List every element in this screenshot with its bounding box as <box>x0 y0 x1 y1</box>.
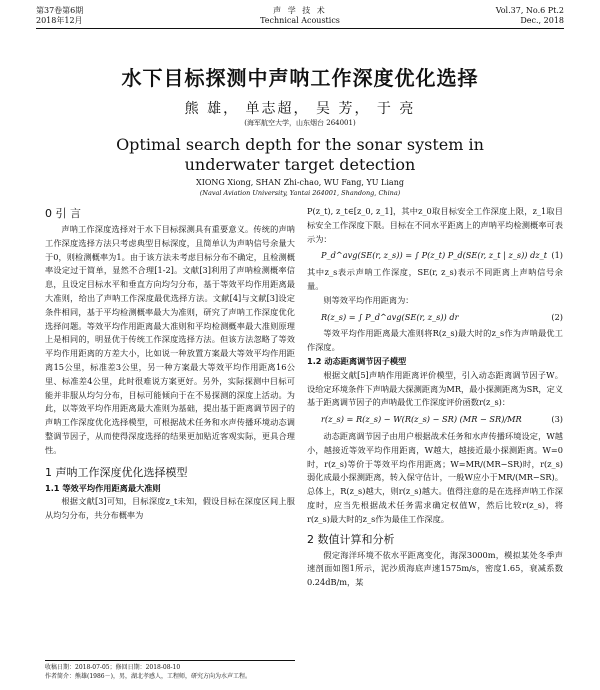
paragraph-numerical: 假定海洋环境不依水平距离变化，海深3000m，模拟某处冬季声速剖面如图1所示，泥沙质海底声速1575m/s，密度1.65，衰减系数0.24dB/m，某 <box>307 549 563 588</box>
journal-volume: 第37卷第6期 2018年12月 <box>36 6 84 25</box>
paragraph-range-intro: 则等效平均作用距离为： <box>323 294 414 305</box>
running-header <box>36 6 564 28</box>
header-rule <box>36 28 564 29</box>
affiliation-chinese: (海军航空大学，山东烟台 264001) <box>244 119 356 127</box>
authors-english: XIONG Xiong, SHAN Zhi-chao, WU Fang, YU Liang <box>196 178 404 187</box>
paragraph-adjust-discussion: 动态距离调节因子由用户根据战术任务和水声传播环境设定，W越小，越接近等效平均作用距离，W越大，越接近最小探测距离。W=0时，r(z_s)等价于等效平均作用距离；W=MR/(MR−SR)时，r(z_s)弱化成最小探测距离，转入保守估计，一般W应小于MR/(MR−SR)。总体上，R(z_s)越大，则r(z_s)越大。值得注意的是在选择声呐工作深度时，应当先根据战术任务需求确定权值W，然后比较r(z_s)，将r(z_s)最大时的z_s作为最佳工作深度。 <box>307 430 563 524</box>
introduction-paragraph: 声呐工作深度选择对于水下目标探测具有重要意义。传统的声呐工作深度选择方法只考虑典型目标深度，且简单认为声呐信号余量大于0，则检测概率为1。由于该方法未考虑目标分布不确定，且检测概率设定过于简单，显然不合理[1-2]。文献[3]利用了声呐检测概率信息，且设定目标水平和垂直方向均匀分布，基于等效平均作用距离最大准则，给出了声呐工作深度最优选择方法。文献[4]与文献[3]设定条件相同，基于平均检测概率最大为准则，研究了声呐工作深度优化选择问题。等效平均作用距离最大准则和平均检测概率最大准则原理上是相同的，明显优于传统工作深度选择方法。但该方法忽略了等效平均作用距离的方差大小，比如说一种放置方案最大等效平均作用距离15公里，标准差3公里，另一种方案最大等效平均作用距离16公里、标准差4公里，此时很难说方案更好。另外，实际探测中目标可能并非服从均匀分布，目标可能倾向于在不易探测的深度上活动。为此，以等效平均作用距离最大准则为基础，提出基于距离调节因子的声呐工作深度优化选择模型，可根据战术任务和水声传播环境动态调整调节因子，从而使得深度选择的结果更加贴近客观实际，更具合理性。 <box>45 224 295 455</box>
title-chinese: 水下目标探测中声呐工作深度优化选择 <box>121 66 479 90</box>
subsection-1-1-heading: 1.1 等效平均作用距离最大准则 <box>45 482 161 493</box>
right-column <box>307 205 563 590</box>
subsection-1-2-heading: 1.2 动态距离调节因子模型 <box>307 355 407 366</box>
footnote: 收稿日期：2018-07-05；修回日期：2018-08-10 作者简介：熊雄(1986－)，男，湖北孝感人，工程师，研究方向为水声工程。 <box>45 660 295 681</box>
section-introduction-heading: 0 引 言 <box>45 207 81 220</box>
equation-3: r(z_s) = R(z_s) − W(R(z_s) − SR) (MR − SR)/MR (3) <box>321 414 563 425</box>
equation-1: P_d^avg(SE(r, z_s)) = ∫ P(z_t) P_d(SE(r, z_t | z_s)) dz_t (1) <box>321 250 563 261</box>
paragraph-adjust-factor: 根据文献[5]声呐作用距离评价模型，引入动态距离调节因子W。设给定环境条件下声呐最大探测距离为MR，最小探测距离为SR，定义基于距离调节因子的声呐最优工作深度评价函数r(z_s)： <box>307 369 563 408</box>
affiliation-english: (Naval Aviation University, Yantai 264001, Shandong, China) <box>199 189 401 197</box>
authors-chinese: 熊 雄， 单志超， 吴 芳， 于 亮 <box>184 101 416 117</box>
paragraph-criterion: 等效平均作用距离最大准则将R(z_s)最大时的z_s作为声呐最优工作深度。 <box>307 328 563 353</box>
left-column <box>45 205 295 523</box>
equation-2: R(z_s) = ∫ P_d^avg(SE(r, z_s)) dr (2) <box>321 311 563 322</box>
journal-name: 声 学 技 术 Technical Acoustics <box>260 6 340 25</box>
paragraph-distribution: P(z_t), z_t∈[z_0, z_1]，其中z_0取目标安全工作深度上限，z_1取目标安全工作深度下限。目标在不同水平距离上的声呐平均检测概率可表示为： <box>307 206 563 244</box>
section-numerical-heading: 2 数值计算和分析 <box>307 532 395 546</box>
paragraph-notation: 其中z_s表示声呐工作深度，SE(r, z_s)表示不同距离上声呐信号余量。 <box>307 267 563 291</box>
title-english: Optimal search depth for the sonar system in underwater target detection <box>116 135 484 174</box>
journal-issue: Vol.37, No.6 Pt.2 Dec., 2018 <box>495 6 564 25</box>
subsection-1-1-paragraph: 根据文献[3]可知，目标深度z_t未知，假设目标在深度区间上服从均匀分布，共分布概率为 <box>45 496 295 521</box>
section-model-heading: 1 声呐工作深度优化选择模型 <box>45 465 188 479</box>
